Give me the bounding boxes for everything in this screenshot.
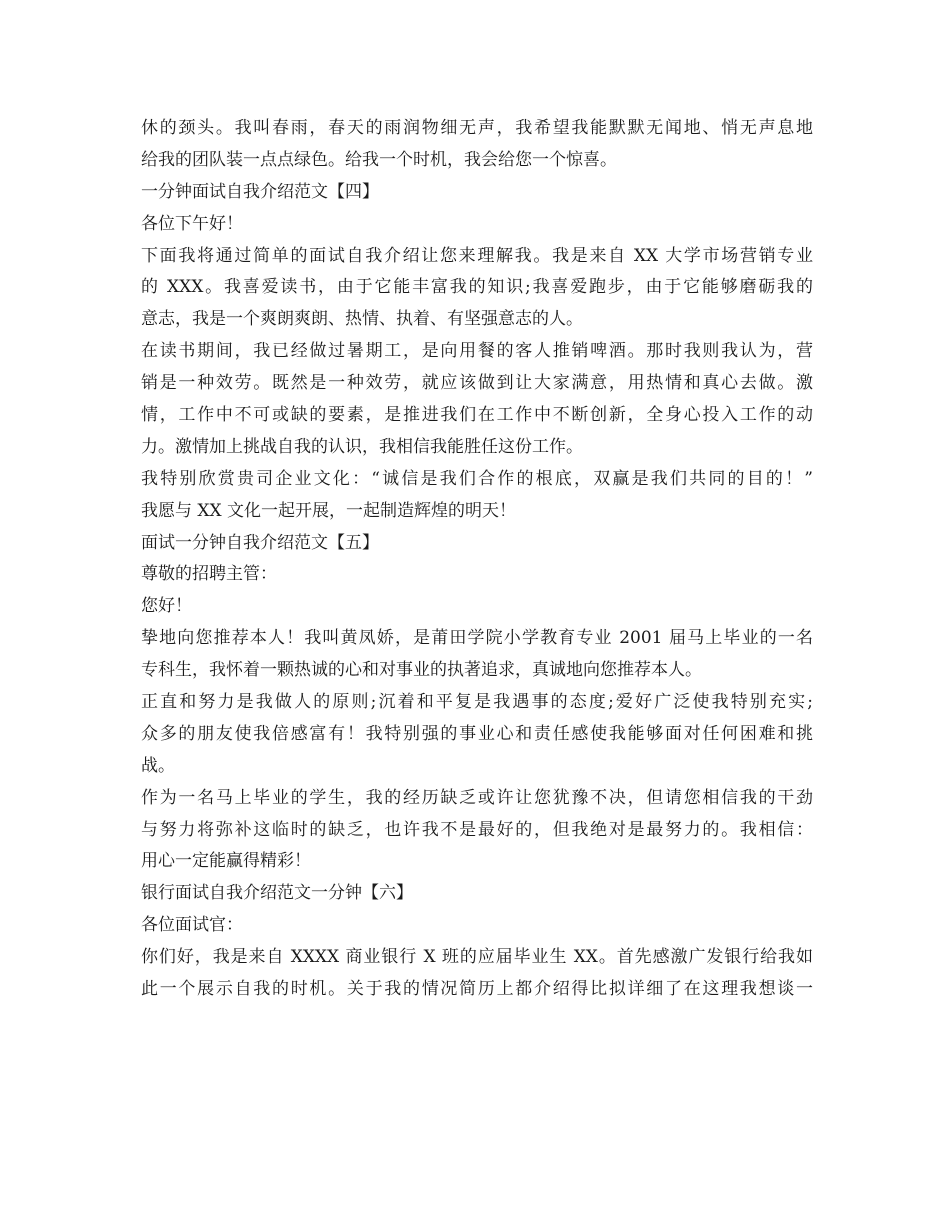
paragraph-line: 挚地向您推荐本人！我叫黄凤娇，是莆田学院小学教育专业 2001 届马上毕业的一名 <box>141 628 813 649</box>
paragraph-line: 你们好，我是来自 XXXX 商业银行 X 班的应届毕业生 XX。首先感激广发银行给我如 <box>141 947 813 968</box>
paragraph-line: 我愿与 XX 文化一起开展，一起制造辉煌的明天！ <box>141 500 517 521</box>
paragraph-line: 与努力将弥补这临时的缺乏，也许我不是最好的，但我绝对是最努力的。我相信： <box>141 819 813 840</box>
salutation-line: 各位下午好！ <box>141 213 243 234</box>
paragraph-line: 给我的团队装一点点绿色。给我一个时机，我会给您一个惊喜。 <box>141 149 617 170</box>
paragraph-line: 意志，我是一个爽朗爽朗、热情、执着、有坚强意志的人。 <box>141 309 583 330</box>
paragraph-line: 用心一定能赢得精彩！ <box>141 851 311 872</box>
paragraph-line: 众多的朋友使我倍感富有！我特别强的事业心和责任感使我能够面对任何困难和挑 <box>141 723 813 744</box>
salutation-line: 各位面试官： <box>141 915 243 936</box>
paragraph-line: 情，工作中不可或缺的要素，是推进我们在工作中不断创新，全身心投入工作的动 <box>141 405 813 426</box>
paragraph-line: 正直和努力是我做人的原则;沉着和平复是我遇事的态度;爱好广泛使我特别充实; <box>141 692 813 713</box>
paragraph-line: 的 XXX。我喜爱读书，由于它能丰富我的知识;我喜爱跑步，由于它能够磨砺我的 <box>141 277 813 298</box>
document-page <box>141 113 813 1006</box>
paragraph-line: 战。 <box>141 755 175 776</box>
section-heading: 一分钟面试自我介绍范文【四】 <box>141 181 379 202</box>
paragraph-line: 此一个展示自我的时机。关于我的情况简历上都介绍得比拟详细了在这理我想谈一 <box>141 979 813 1000</box>
salutation-line: 尊敬的招聘主管： <box>141 564 277 585</box>
salutation-line: 您好！ <box>141 596 192 617</box>
paragraph-line: 作为一名马上毕业的学生，我的经历缺乏或许让您犹豫不决，但请您相信我的干劲 <box>141 787 813 808</box>
paragraph-line: 我特别欣赏贵司企业文化：“诚信是我们合作的根底，双赢是我们共同的目的！” <box>141 468 813 489</box>
paragraph-line: 专科生，我怀着一颗热诚的心和对事业的执著追求，真诚地向您推荐本人。 <box>141 660 702 681</box>
paragraph-line: 下面我将通过简单的面试自我介绍让您来理解我。我是来自 XX 大学市场营销专业 <box>141 245 813 266</box>
paragraph-line: 在读书期间，我已经做过暑期工，是向用餐的客人推销啤酒。那时我则我认为，营 <box>141 341 813 362</box>
paragraph-line: 力。激情加上挑战自我的认识，我相信我能胜任这份工作。 <box>141 436 583 457</box>
section-heading: 银行面试自我介绍范文一分钟【六】 <box>141 883 413 904</box>
section-heading: 面试一分钟自我介绍范文【五】 <box>141 532 379 553</box>
paragraph-line: 销是一种效劳。既然是一种效劳，就应该做到让大家满意，用热情和真心去做。激 <box>141 373 813 394</box>
paragraph-line: 休的颈头。我叫春雨，春天的雨润物细无声，我希望我能默默无闻地、悄无声息地 <box>141 118 813 138</box>
